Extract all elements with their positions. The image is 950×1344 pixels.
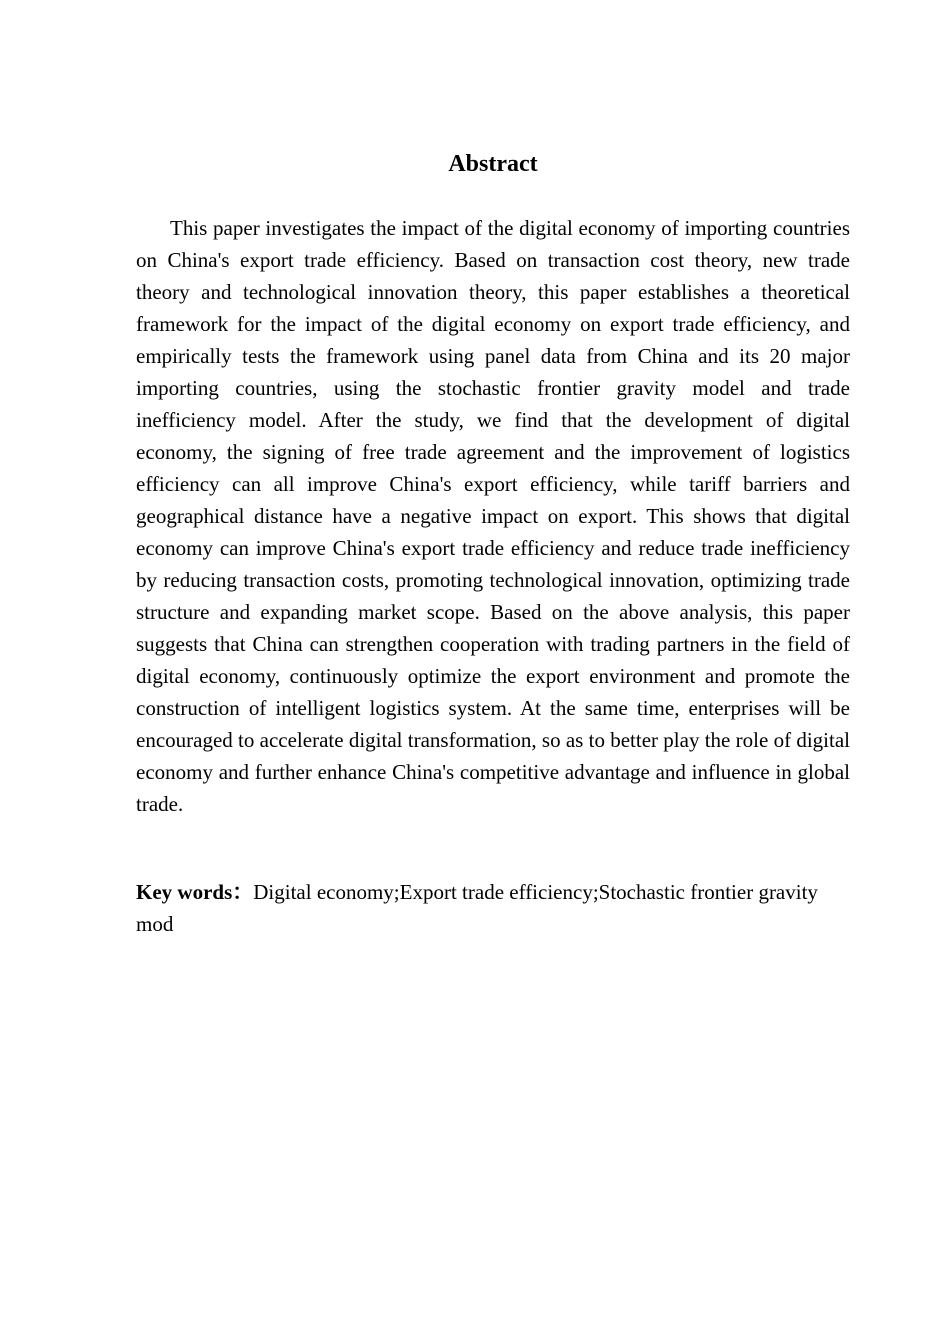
abstract-body: This paper investigates the impact of the digital economy of importing countries on China's export trade efficiency. Based on transaction cost theory, new trade theory and technological innovation theory, this paper establishes a theoretical framework for the impact of the digital economy on export trade efficiency, and empirically tests the framework using panel data from China and its 20 major importing countries, using the stochastic frontier gravity model and trade inefficiency model. After the study, we find that the development of digital economy, the signing of free trade agreement and the improvement of logistics efficiency can all improve China's export efficiency, while tariff barriers and geographical distance have a negative impact on export. This shows that digital economy can improve China's export trade efficiency and reduce trade inefficiency by reducing transaction costs, promoting technological innovation, optimizing trade structure and expanding market scope. Based on the above analysis, this paper suggests that China can strengthen cooperation with trading partners in the field of digital economy, continuously optimize the export environment and promote the construction of intelligent logistics system. At the same time, enterprises will be encouraged to accelerate digital transformation, so as to better play the role of digital economy and further enhance China's competitive advantage and influence in global trade. (136, 216, 850, 816)
keywords-text: Digital economy;Export trade efficiency;Stochastic frontier gravity mod (136, 880, 818, 936)
keywords-line (136, 876, 850, 940)
keywords-label: Key words： (136, 880, 254, 904)
abstract-title: Abstract (448, 151, 538, 177)
